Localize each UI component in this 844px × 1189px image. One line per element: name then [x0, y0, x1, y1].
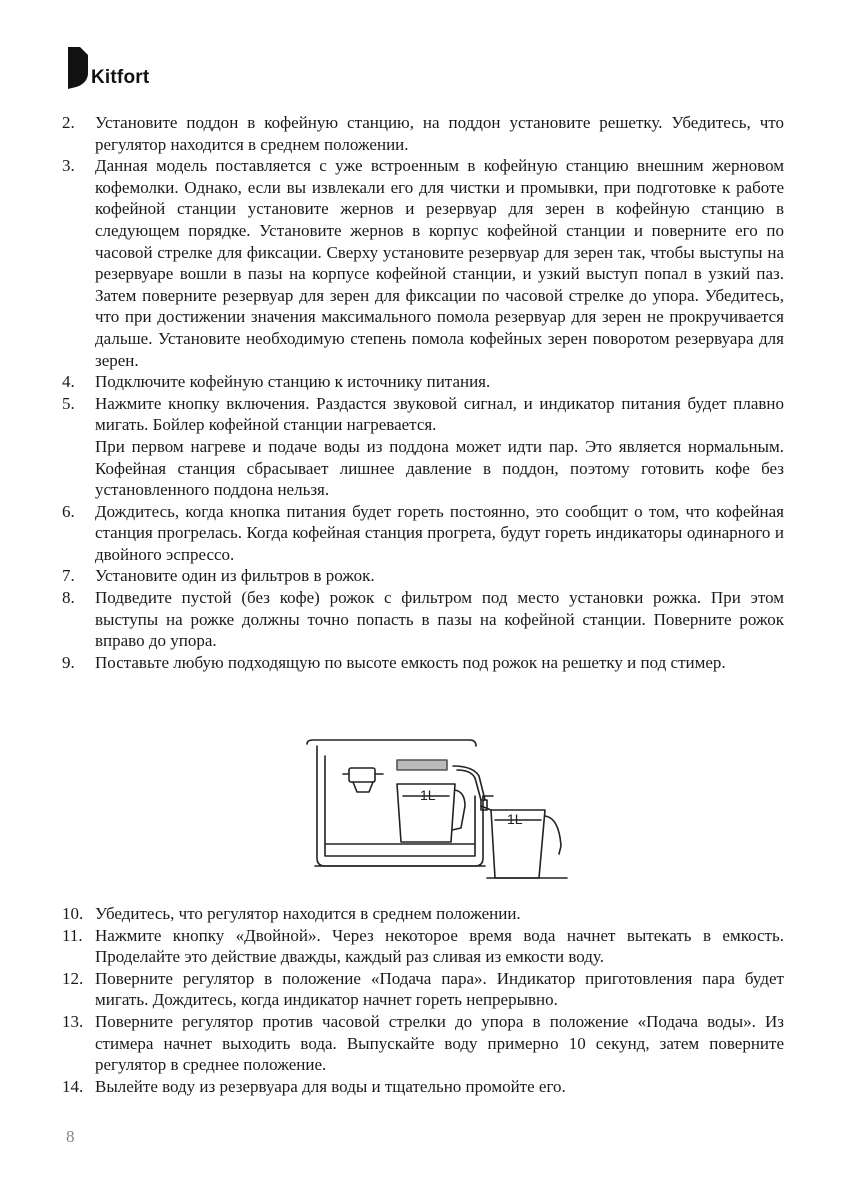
step-text: Установите один из фильтров в рожок. [95, 566, 375, 586]
step-number: 9. [62, 652, 75, 672]
step-item [62, 565, 784, 587]
step-number: 2. [62, 113, 75, 132]
step-item [62, 393, 784, 501]
step-number: 5. [62, 393, 75, 413]
step-item [62, 155, 784, 371]
cup2-volume-label: 1L [507, 811, 523, 827]
brand-name: Kitfort [91, 67, 150, 88]
step-text: Данная модель поставляется с уже встроенным в кофейную станцию внешним жерновом кофемолки. Однако, если вы извлекали его для чистки и промывки, при подготовке к работе кофейной станции установите жернов и резервуар для зерен в кофейную станцию в следующем порядке. Установите жернов в корпус кофейной станции и поверните его по часовой стрелке для фиксации. Сверху установите резервуар для зерен так, чтобы выступы на резервуаре вошли в пазы на корпусе кофейной станции, и узкий выступ попал в узкий паз. Затем поверните резервуар для зерен для фиксации по часовой стрелке до упора. Убедитесь, что при достижении значения максимального помола резервуар для зерен не прокручивается дальше. Установите необходимую степень помола кофейных зерен поворотом резервуара для зерен. [95, 156, 784, 370]
step-text: Вылейте воду из резервуара для воды и тщательно промойте его. [95, 1076, 566, 1096]
steps-list-top [62, 112, 784, 673]
step-number: 4. [62, 372, 75, 392]
step-number: 14. [62, 1076, 84, 1096]
step-item [62, 587, 784, 652]
step-number: 3. [62, 156, 75, 176]
brand-logo [66, 47, 149, 89]
step-item [62, 501, 784, 566]
steps-list-bottom [62, 903, 784, 1097]
step-text: Поверните регулятор в положение «Подача пара». Индикатор приготовления пара будет мигать. Дождитесь, когда индикатор начнет гореть непрерывно. [95, 968, 784, 1010]
step-text: Дождитесь, когда кнопка питания будет гореть постоянно, это сообщит о том, что кофейная станция прогрелась. Когда кофейная станция прогрета, будут гореть индикаторы одинарного и двойного эспрессо. [95, 501, 784, 564]
step-text: Подключите кофейную станцию к источнику питания. [95, 372, 491, 392]
coffee-machine-illustration [305, 736, 571, 881]
step-item [62, 968, 784, 1011]
step-item [62, 1011, 784, 1076]
step-item [62, 112, 784, 155]
step-number: 11. [62, 925, 83, 945]
step-item [62, 925, 784, 968]
step-text: Поставьте любую подходящую по высоте емкость под рожок на решетку и под стимер. [95, 652, 726, 672]
step-number: 7. [62, 566, 75, 586]
step-text: Установите поддон в кофейную станцию, на поддон установите решетку. Убедитесь, что регулятор находится в среднем положении. [95, 113, 784, 154]
step-number: 12. [62, 968, 84, 988]
step-number: 13. [62, 1011, 84, 1031]
cup1-volume-label: 1L [420, 787, 436, 803]
step-item [62, 1076, 784, 1098]
step-item [62, 652, 784, 674]
step-item [62, 903, 784, 925]
page-number: 8 [66, 1127, 75, 1146]
step-text: Нажмите кнопку «Двойной». Через некоторое время вода начнет вытекать в емкость. Проделайте это действие дважды, каждый раз сливая из емкости воду. [95, 925, 784, 967]
step-text: Убедитесь, что регулятор находится в среднем положении. [95, 904, 521, 923]
kitfort-logo-icon [66, 47, 90, 89]
step-number: 8. [62, 588, 75, 608]
step-number: 10. [62, 904, 84, 923]
step-text: Нажмите кнопку включения. Раздастся звуковой сигнал, и индикатор питания будет плавно мигать. Бойлер кофейной станции нагревается. [95, 393, 784, 435]
step-item [62, 371, 784, 393]
step-note: При первом нагреве и подаче воды из поддона может идти пар. Это является нормальным. Кофейная станция сбрасывает лишнее давление в поддон, поэтому готовить кофе без установленного поддона нельзя. [95, 436, 784, 500]
step-number: 6. [62, 501, 75, 521]
step-text: Подведите пустой (без кофе) рожок с фильтром под место установки рожка. При этом выступы на рожке должны точно попасть в пазы на кофейной станции. Поверните рожок вправо до упора. [95, 588, 784, 651]
step-text: Поверните регулятор против часовой стрелки до упора в положение «Подача воды». Из стимера начнет выходить вода. Выпускайте воду примерно 10 секунд, затем поверните регулятор в среднее положение. [95, 1011, 784, 1075]
